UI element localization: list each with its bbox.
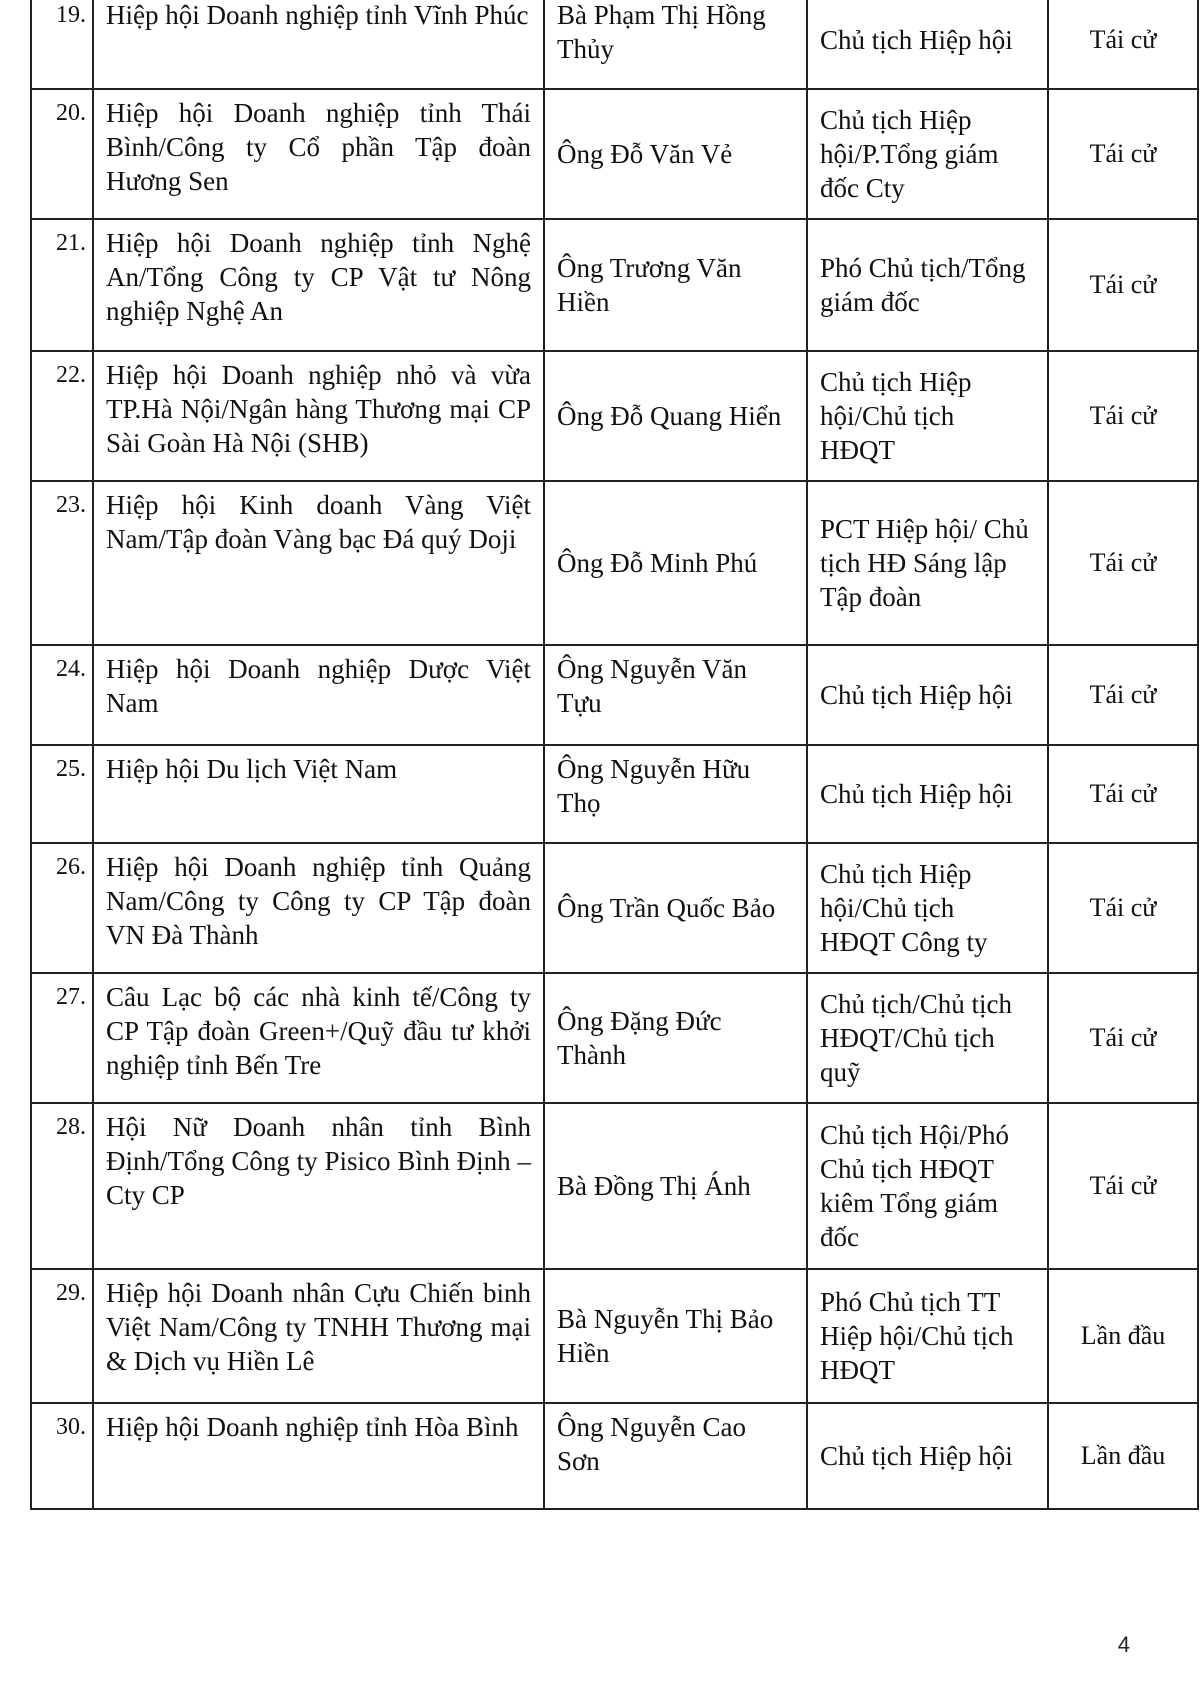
- status-cell: Tái cử: [1048, 0, 1198, 89]
- status-cell: Lần đầu: [1048, 1403, 1198, 1509]
- honoree-table: [30, 0, 1199, 1510]
- page-number: 4: [1117, 1632, 1130, 1657]
- person-cell: Ông Đỗ Minh Phú: [544, 481, 807, 645]
- role-cell: Chủ tịch Hiệp hội: [807, 1403, 1048, 1509]
- organization-cell: Hiệp hội Doanh nghiệp tỉnh Hòa Bình: [93, 1403, 544, 1509]
- status-cell: Lần đầu: [1048, 1269, 1198, 1403]
- organization-cell: Hiệp hội Doanh nghiệp tỉnh Quảng Nam/Công ty Công ty CP Tập đoàn VN Đà Thành: [93, 843, 544, 973]
- table-row: [31, 0, 1198, 89]
- organization-cell: Hội Nữ Doanh nhân tỉnh Bình Định/Tổng Công ty Pisico Bình Định – Cty CP: [93, 1103, 544, 1269]
- role-cell: Chủ tịch Hiệp hội/Chủ tịch HĐQT: [807, 351, 1048, 481]
- status-cell: Tái cử: [1048, 973, 1198, 1103]
- role-cell: Chủ tịch Hiệp hội: [807, 645, 1048, 745]
- row-number: 20.: [31, 89, 93, 219]
- role-cell: Phó Chủ tịch/Tổng giám đốc: [807, 219, 1048, 351]
- row-number: 28.: [31, 1103, 93, 1269]
- status-cell: Tái cử: [1048, 645, 1198, 745]
- person-cell: Bà Đồng Thị Ánh: [544, 1103, 807, 1269]
- organization-cell: Câu Lạc bộ các nhà kinh tế/Công ty CP Tập đoàn Green+/Quỹ đầu tư khởi nghiệp tỉnh Bến Tre: [93, 973, 544, 1103]
- table-row: [31, 843, 1198, 973]
- status-cell: Tái cử: [1048, 843, 1198, 973]
- person-cell: Ông Nguyễn Văn Tựu: [544, 645, 807, 745]
- status-cell: Tái cử: [1048, 89, 1198, 219]
- person-cell: Ông Trần Quốc Bảo: [544, 843, 807, 973]
- table-row: [31, 1103, 1198, 1269]
- row-number: 24.: [31, 645, 93, 745]
- row-number: 25.: [31, 745, 93, 843]
- organization-cell: Hiệp hội Doanh nhân Cựu Chiến binh Việt Nam/Công ty TNHH Thương mại & Dịch vụ Hiền Lê: [93, 1269, 544, 1403]
- status-cell: Tái cử: [1048, 219, 1198, 351]
- person-cell: Bà Nguyễn Thị Bảo Hiền: [544, 1269, 807, 1403]
- table-row: [31, 973, 1198, 1103]
- table-row: [31, 481, 1198, 645]
- table-row: [31, 89, 1198, 219]
- status-cell: Tái cử: [1048, 745, 1198, 843]
- person-cell: Bà Phạm Thị Hồng Thủy: [544, 0, 807, 89]
- organization-cell: Hiệp hội Doanh nghiệp nhỏ và vừa TP.Hà Nội/Ngân hàng Thương mại CP Sài Goàn Hà Nội (SHB): [93, 351, 544, 481]
- organization-cell: Hiệp hội Doanh nghiệp tỉnh Vĩnh Phúc: [93, 0, 544, 89]
- row-number: 27.: [31, 973, 93, 1103]
- table-row: [31, 1269, 1198, 1403]
- person-cell: Ông Nguyễn Hữu Thọ: [544, 745, 807, 843]
- organization-cell: Hiệp hội Doanh nghiệp Dược Việt Nam: [93, 645, 544, 745]
- role-cell: PCT Hiệp hội/ Chủ tịch HĐ Sáng lập Tập đoàn: [807, 481, 1048, 645]
- role-cell: Chủ tịch Hiệp hội/P.Tổng giám đốc Cty: [807, 89, 1048, 219]
- table-row: [31, 351, 1198, 481]
- person-cell: Ông Nguyễn Cao Sơn: [544, 1403, 807, 1509]
- table-row: [31, 1403, 1198, 1509]
- person-cell: Ông Đặng Đức Thành: [544, 973, 807, 1103]
- table-row: [31, 645, 1198, 745]
- role-cell: Chủ tịch Hiệp hội/Chủ tịch HĐQT Công ty: [807, 843, 1048, 973]
- row-number: 19.: [31, 0, 93, 89]
- row-number: 30.: [31, 1403, 93, 1509]
- organization-cell: Hiệp hội Doanh nghiệp tỉnh Thái Bình/Công ty Cổ phần Tập đoàn Hương Sen: [93, 89, 544, 219]
- organization-cell: Hiệp hội Du lịch Việt Nam: [93, 745, 544, 843]
- organization-cell: Hiệp hội Kinh doanh Vàng Việt Nam/Tập đoàn Vàng bạc Đá quý Doji: [93, 481, 544, 645]
- row-number: 21.: [31, 219, 93, 351]
- status-cell: Tái cử: [1048, 351, 1198, 481]
- role-cell: Chủ tịch Hội/Phó Chủ tịch HĐQT kiêm Tổng giám đốc: [807, 1103, 1048, 1269]
- status-cell: Tái cử: [1048, 481, 1198, 645]
- row-number: 22.: [31, 351, 93, 481]
- status-cell: Tái cử: [1048, 1103, 1198, 1269]
- row-number: 26.: [31, 843, 93, 973]
- organization-cell: Hiệp hội Doanh nghiệp tỉnh Nghệ An/Tổng Công ty CP Vật tư Nông nghiệp Nghệ An: [93, 219, 544, 351]
- role-cell: Chủ tịch Hiệp hội: [807, 0, 1048, 89]
- person-cell: Ông Đỗ Quang Hiển: [544, 351, 807, 481]
- role-cell: Phó Chủ tịch TT Hiệp hội/Chủ tịch HĐQT: [807, 1269, 1048, 1403]
- role-cell: Chủ tịch/Chủ tịch HĐQT/Chủ tịch quỹ: [807, 973, 1048, 1103]
- row-number: 23.: [31, 481, 93, 645]
- table-row: [31, 219, 1198, 351]
- role-cell: Chủ tịch Hiệp hội: [807, 745, 1048, 843]
- person-cell: Ông Trương Văn Hiền: [544, 219, 807, 351]
- person-cell: Ông Đỗ Văn Vẻ: [544, 89, 807, 219]
- table-row: [31, 745, 1198, 843]
- row-number: 29.: [31, 1269, 93, 1403]
